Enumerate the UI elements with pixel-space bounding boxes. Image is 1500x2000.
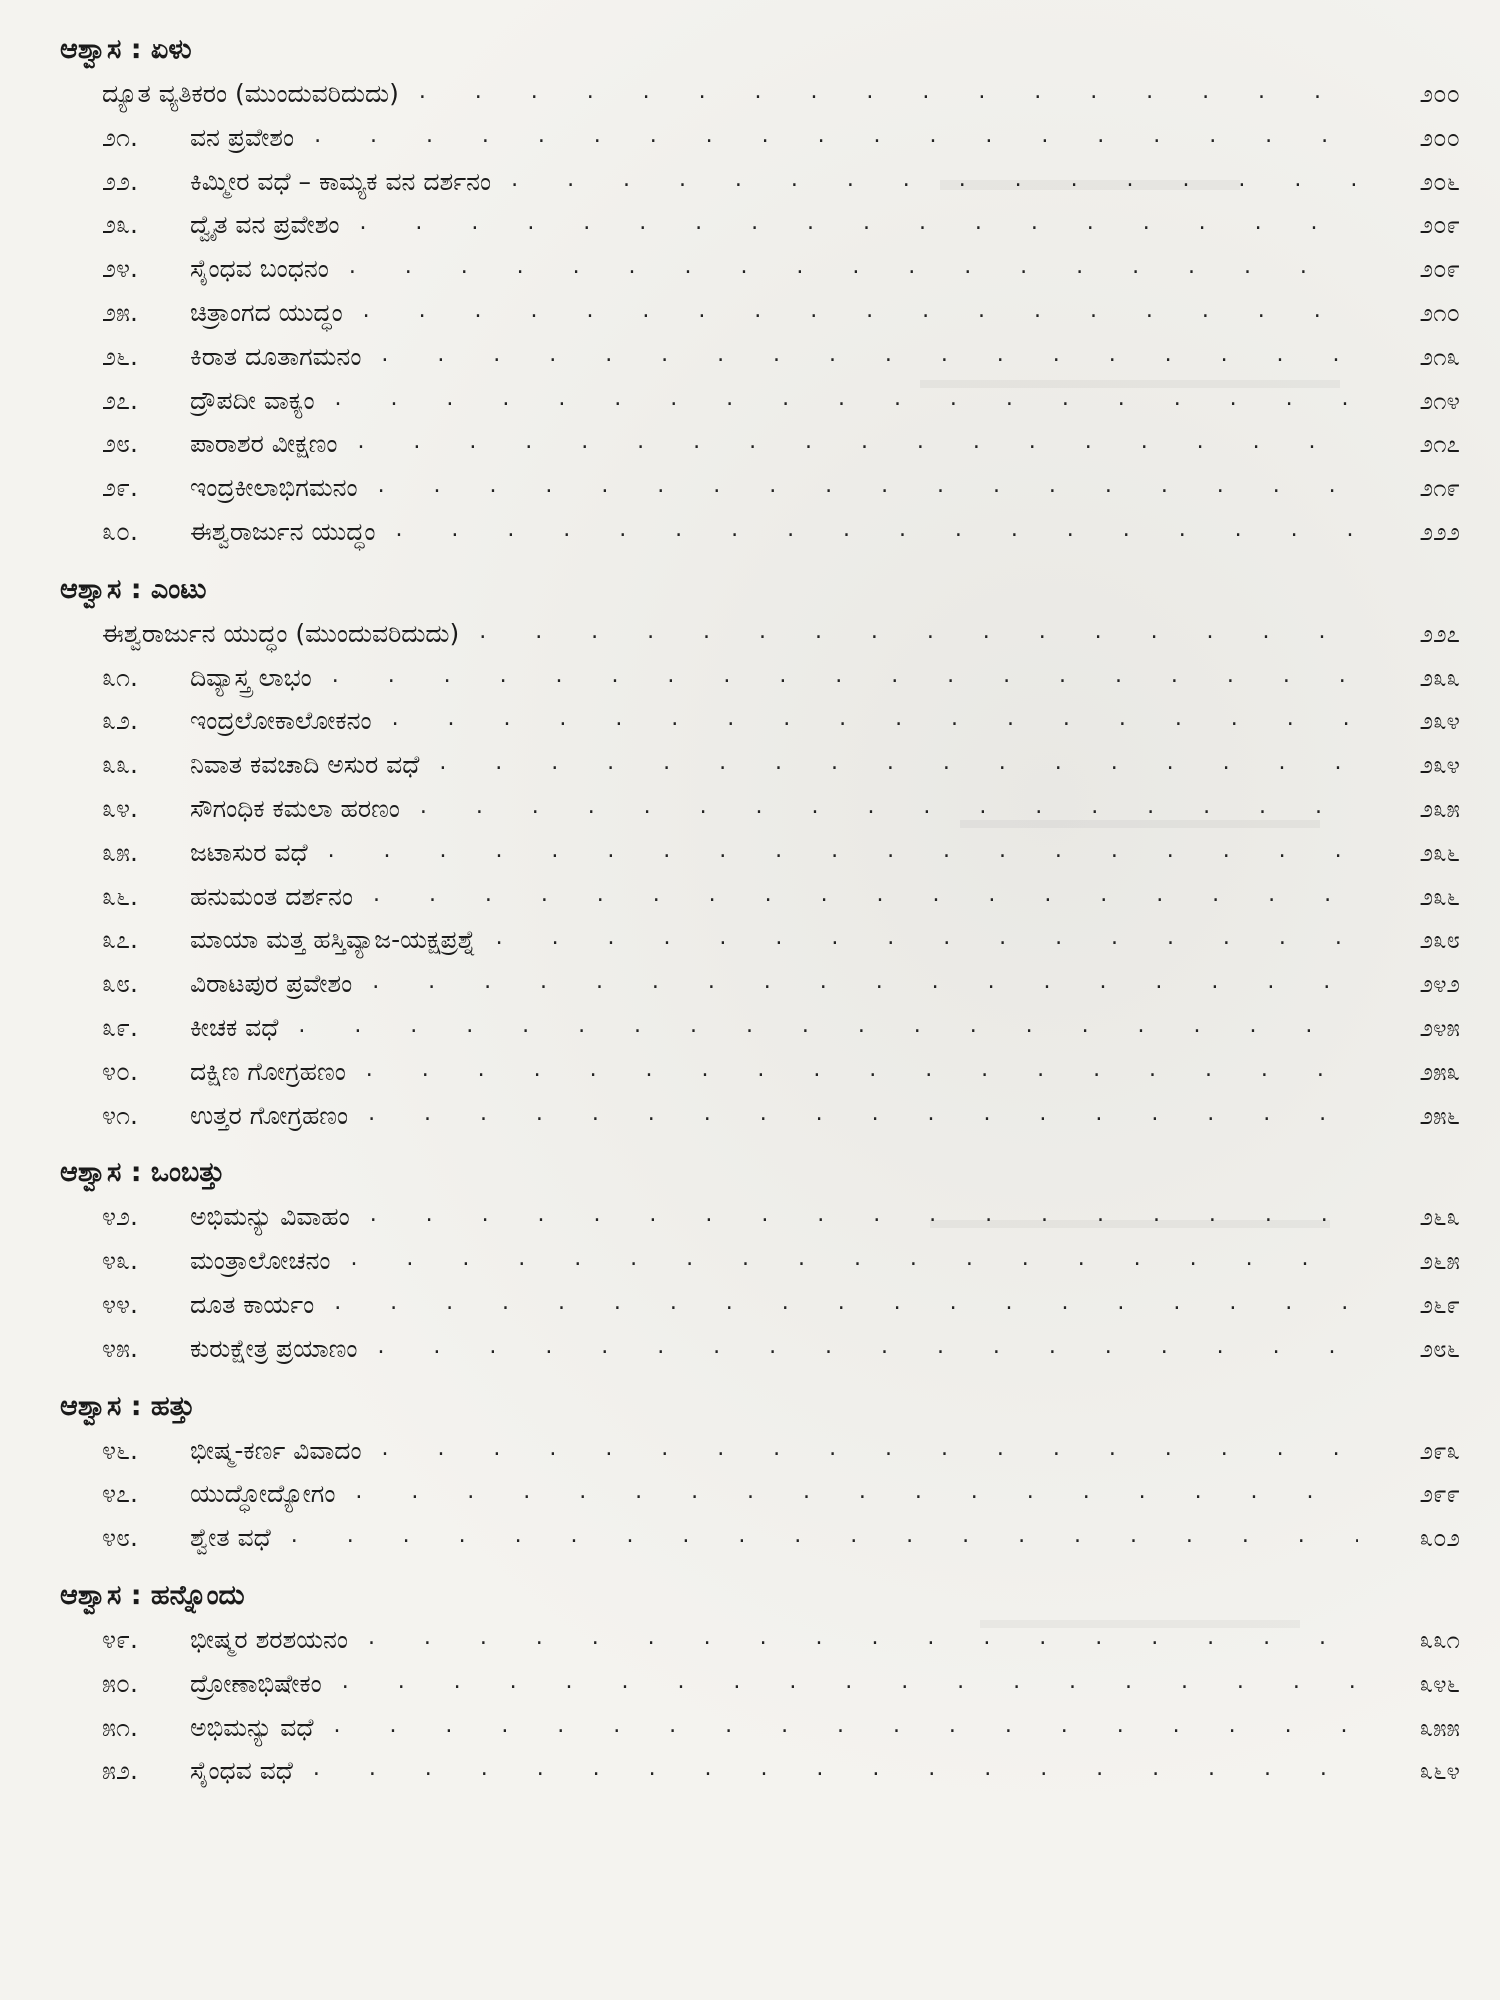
entry-title: ಭೀಷ್ಮ-ಕರ್ಣ ವಿವಾದಂ [190,1435,362,1465]
entry-number: ೨೬. [102,341,138,371]
entry-page-number: ೨೩೮ [1419,926,1460,955]
dot-leader [366,1048,1358,1092]
entry-page-number: ೩೬೪ [1419,1757,1460,1786]
entry-list [60,1618,1460,1793]
entry-number: ೪೧. [102,1100,138,1130]
entry-number: ೨೫. [102,297,138,327]
entry-title: ಈಶ್ವರಾರ್ಜುನ ಯುದ್ಧಂ (ಮುಂದುವರಿದುದು) [102,618,460,648]
toc-entry [60,1516,1460,1560]
entry-number: ೨೮. [102,429,138,459]
toc-entry [60,466,1460,510]
dot-leader [479,610,1358,654]
dot-leader [313,1747,1358,1791]
entry-page-number: ೩೩೧ [1419,1625,1460,1654]
entry-title: ಭೀಷ್ಮರ ಶರಶಯನಂ [190,1624,348,1654]
entry-title: ಶ್ವೇತ ವಧೆ [190,1523,271,1553]
entry-title: ದ್ಯೂತ ವ್ಯತಿಕರಂ (ಮುಂದುವರಿದುದು) [102,79,399,108]
entry-number: ೫೧. [102,1712,138,1742]
toc-entry [60,787,1460,831]
dot-leader [368,1092,1358,1136]
entry-number: ೩೦. [102,516,138,546]
dot-leader [496,916,1358,960]
section-heading: ಆಶ್ವಾಸ : ಹತ್ತು [60,1390,195,1422]
entry-page-number: ೨೦೯ [1419,211,1460,240]
entry-page-number: ೨೪೨ [1419,970,1460,999]
entry-number: ೩೮. [102,969,138,999]
entry-title: ಇಂದ್ರಲೋಕಾಲೋಕನಂ [190,706,372,736]
toc-entry [60,1006,1460,1050]
toc-entry [60,1283,1460,1327]
entry-number: ೨೭. [102,385,138,415]
toc-entry [60,1706,1460,1750]
entry-title: ಕಿರಾತ ದೂತಾಗಮನಂ [190,341,362,371]
entry-title: ಸೈಂಧವ ಬಂಧನಂ [190,254,329,284]
toc-entry [60,291,1460,335]
dot-leader [377,1325,1358,1369]
toc-entry [60,203,1460,247]
dot-leader [370,1193,1358,1237]
toc-entry [60,875,1460,919]
entry-page-number: ೨೫೩ [1419,1057,1460,1086]
entry-number: ೪೨. [102,1202,138,1232]
dot-leader [382,1427,1358,1471]
toc-entry [60,1195,1460,1239]
entry-page-number: ೩೫೫ [1419,1713,1460,1742]
toc-entry [60,918,1460,962]
entry-title: ಚಿತ್ರಾಂಗದ ಯುದ್ಧಂ [190,297,343,327]
entry-title: ದೂತ ಕಾರ್ಯಂ [190,1289,315,1319]
dot-leader [349,245,1358,289]
dot-leader [420,785,1358,829]
entry-page-number: ೨೬೯ [1419,1290,1460,1319]
entry-number: ೨೪. [102,254,138,284]
entry-page-number: ೨೪೫ [1419,1013,1460,1042]
dot-leader [373,873,1358,917]
entry-page-number: ೩೪೬ [1419,1669,1460,1698]
dot-leader [363,289,1358,333]
toc-entry [60,116,1460,160]
toc-entry [60,379,1460,423]
toc-section [60,1574,1460,1793]
toc-entry [60,656,1460,700]
entry-page-number: ೨೯೩ [1419,1436,1460,1465]
dot-leader [372,960,1358,1004]
entry-number: ೩೩. [102,750,138,780]
dot-leader [381,333,1358,377]
entry-page-number: ೨೩೩ [1419,663,1460,692]
entry-number: ೫೨. [102,1756,138,1786]
entry-number: ೪೭. [102,1479,138,1509]
section-heading: ಆಶ್ವಾಸ : ಏಳು [60,34,192,65]
entry-title: ಕುರುಕ್ಷೇತ್ರ ಪ್ರಯಾಣಂ [190,1333,358,1363]
entry-number: ೨೧. [102,122,138,152]
entry-number: ೩೬. [102,881,138,911]
dot-leader [328,829,1358,873]
entry-number: ೫೦. [102,1668,138,1698]
section-heading: ಆಶ್ವಾಸ : ಎಂಟು [60,573,207,605]
toc-entry [60,1618,1460,1662]
toc-entry [60,962,1460,1006]
entry-title: ಹನುಮಂತ ದರ್ಶನಂ [190,881,353,911]
entry-page-number: ೨೦೬ [1419,167,1460,196]
entry-list [60,1195,1460,1370]
entry-list [60,72,1460,554]
toc-entry [60,1327,1460,1371]
entry-number: ೩೫. [102,837,138,867]
entry-title: ದ್ವೈತ ವನ ಪ್ರವೇಶಂ [190,210,340,240]
entry-page-number: ೩೦೨ [1419,1524,1460,1553]
dot-leader [298,1004,1358,1048]
entry-number: ೨೨. [102,166,138,196]
entry-title: ವಿರಾಟಪುರ ಪ್ರವೇಶಂ [190,969,353,999]
entry-title: ಸೌಗಂಧಿಕ ಕಮಲಾ ಹರಣಂ [190,793,400,823]
entry-number: ೨೯. [102,473,138,503]
toc-entry [60,1662,1460,1706]
entry-number: ೪೫. [102,1333,138,1363]
entry-title: ಕಿಮ್ಮೀರ ವಧೆ – ಕಾಮ್ಯಕ ವನ ದರ್ಶನಂ [190,166,492,196]
toc-entry [60,1749,1460,1793]
entry-page-number: ೨೩೬ [1419,838,1460,867]
entry-list [60,1429,1460,1560]
entry-page-number: ೨೨೨ [1419,517,1460,546]
toc-entry [60,831,1460,875]
entry-title: ಮಂತ್ರಾಲೋಚನಂ [190,1246,331,1276]
toc-entry [60,743,1460,787]
entry-title: ದ್ರೋಣಾಭಿಷೇಕಂ [190,1668,322,1698]
entry-number: ೩೨. [102,706,138,736]
section-heading: ಆಶ್ವಾಸ : ಒಂಬತ್ತು [60,1157,225,1189]
entry-number: ೪೦. [102,1056,138,1086]
entry-page-number: ೨೩೬ [1419,882,1460,911]
entry-page-number: ೨೯೯ [1419,1480,1460,1509]
entry-page-number: ೨೩೪ [1419,751,1460,780]
dot-leader [511,158,1358,202]
entry-number: ೩೭. [102,925,138,955]
toc-section [60,1151,1460,1370]
entry-title: ಅಭಿಮನ್ಯು ವಧೆ [190,1712,314,1742]
dot-leader [395,508,1358,552]
entry-page-number: ೨೧೪ [1419,386,1460,415]
entry-number: ೩೯. [102,1012,138,1042]
toc-entry [60,1094,1460,1138]
dot-leader [335,377,1358,421]
toc-entry [60,510,1460,554]
entry-number: ೪೯. [102,1624,138,1654]
entry-page-number: ೨೨೭ [1419,619,1460,648]
toc-section [60,28,1460,554]
toc-section [60,568,1460,1138]
entry-list [60,612,1460,1138]
entry-title: ನಿವಾತ ಕವಚಾದಿ ಅಸುರ ವಧೆ [190,750,420,780]
entry-page-number: ೨೮೬ [1419,1334,1460,1363]
toc-entry [60,72,1460,116]
dot-leader [314,114,1358,158]
entry-page-number: ೨೩೫ [1419,794,1460,823]
dot-leader [334,1281,1358,1325]
dot-leader [392,697,1358,741]
toc-entry [60,160,1460,204]
toc-entry [60,1239,1460,1283]
entry-page-number: ೨೦೯ [1419,255,1460,284]
entry-title: ಕೀಚಕ ವಧೆ [190,1012,279,1042]
dot-leader [355,1470,1358,1514]
entry-number: ೪೬. [102,1435,138,1465]
table-of-contents [60,28,1460,1793]
entry-page-number: ೨೩೪ [1419,707,1460,736]
entry-title: ಸೈಂಧವ ವಧೆ [190,1756,293,1786]
entry-page-number: ೨೦೦ [1419,80,1460,108]
entry-title: ಅಭಿಮನ್ಯು ವಿವಾಹಂ [190,1202,350,1232]
entry-number: ೩೧. [102,662,138,692]
entry-page-number: ೨೧೦ [1419,298,1460,327]
dot-leader [291,1514,1358,1558]
dot-leader [359,201,1358,245]
toc-entry [60,422,1460,466]
entry-title: ಜಟಾಸುರ ವಧೆ [190,837,308,867]
dot-leader [357,420,1358,464]
entry-title: ದಿವ್ಯಾಸ್ತ್ರ ಲಾಭಂ [190,662,312,692]
dot-leader [439,741,1358,785]
entry-page-number: ೨೧೯ [1419,474,1460,503]
toc-section [60,1385,1460,1560]
section-heading: ಆಶ್ವಾಸ : ಹನ್ನೊಂದು [60,1579,245,1611]
toc-entry [60,612,1460,656]
entry-page-number: ೨೬೫ [1419,1247,1460,1276]
dot-leader [332,654,1358,698]
toc-entry [60,1472,1460,1516]
entry-title: ಯುದ್ಧೋದ್ಯೋಗಂ [190,1479,336,1509]
entry-title: ವನ ಪ್ರವೇಶಂ [190,122,295,152]
dot-leader [350,1237,1358,1281]
entry-number: ೩೪. [102,793,138,823]
dot-leader [419,70,1358,114]
entry-number: ೨೩. [102,210,138,240]
entry-number: ೪೮. [102,1523,138,1553]
dot-leader [378,464,1358,508]
dot-leader [342,1660,1358,1704]
dot-leader [368,1616,1358,1660]
entry-title: ಪಾರಾಶರ ವೀಕ್ಷಣಂ [190,429,338,459]
entry-page-number: ೨೫೬ [1419,1101,1460,1130]
entry-title: ಉತ್ತರ ಗೋಗ್ರಹಣಂ [190,1100,349,1130]
entry-page-number: ೨೦೦ [1419,123,1460,152]
entry-title: ಇಂದ್ರಕೀಲಾಭಿಗಮನಂ [190,473,358,503]
toc-entry [60,699,1460,743]
entry-title: ಈಶ್ವರಾರ್ಜುನ ಯುದ್ಧಂ [190,516,376,546]
entry-number: ೪೪. [102,1289,138,1319]
dot-leader [334,1704,1359,1748]
entry-page-number: ೨೬೩ [1419,1203,1460,1232]
toc-entry [60,1050,1460,1094]
entry-title: ದ್ರೌಪದೀ ವಾಕ್ಯಂ [190,385,315,415]
entry-title: ಮಾಯಾ ಮತ್ತ ಹಸ್ತಿವ್ಯಾಜ-ಯಕ್ಷಪ್ರಶ್ನೆ [190,925,476,955]
entry-number: ೪೩. [102,1246,138,1276]
entry-page-number: ೨೧೭ [1419,430,1460,459]
toc-entry [60,247,1460,291]
entry-title: ದಕ್ಷಿಣ ಗೋಗ್ರಹಣಂ [190,1056,346,1086]
toc-entry [60,335,1460,379]
toc-entry [60,1429,1460,1473]
entry-page-number: ೨೧೩ [1419,342,1460,371]
